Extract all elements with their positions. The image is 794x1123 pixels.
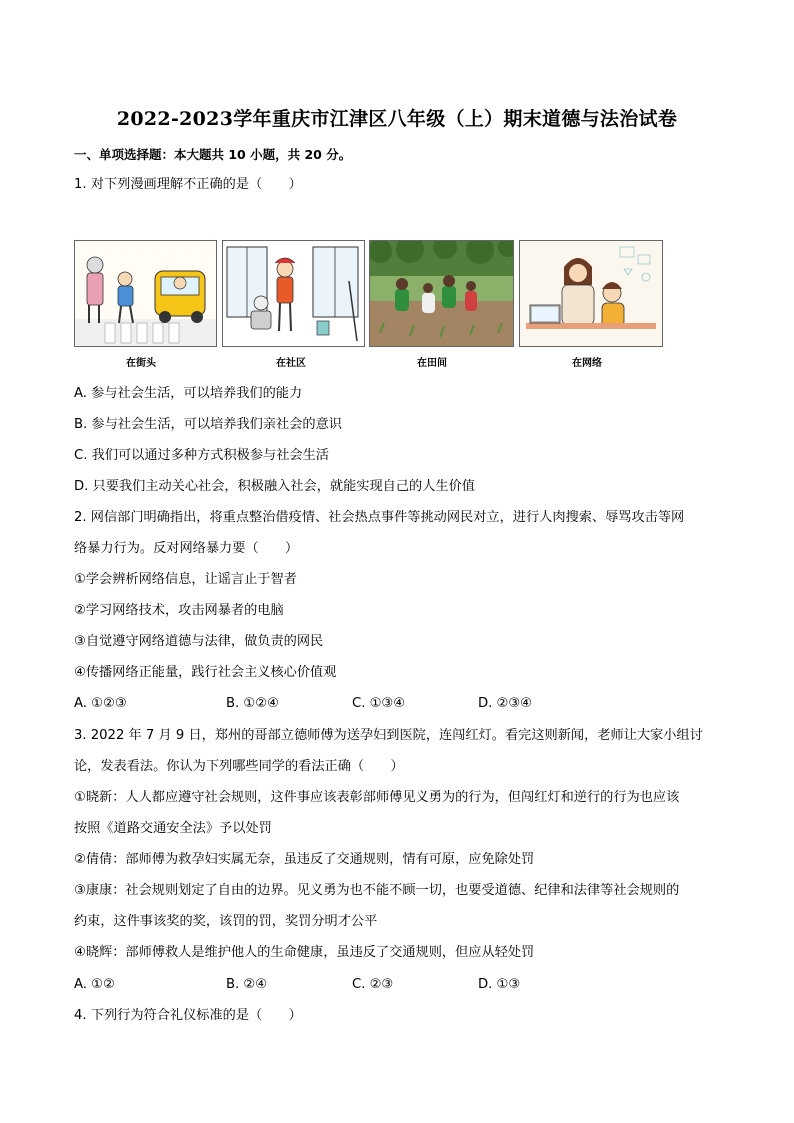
q2-stem-line2: 络暴力行为。反对网络暴力要（ ）: [74, 541, 299, 556]
caption-field: 在田间: [417, 358, 447, 369]
caption-street: 在街头: [126, 358, 156, 369]
q3-option-b: B. ②④: [226, 977, 268, 992]
q2-item-4: ④传播网络正能量，践行社会主义核心价值观: [74, 665, 337, 680]
caption-community: 在社区: [276, 358, 306, 369]
q1-option-d: D. 只要我们主动关心社会，积极融入社会，就能实现自己的人生价值: [74, 479, 475, 494]
comic-community-image: [222, 240, 365, 347]
comic-online-image: [519, 240, 663, 347]
q3-line-6: ④晓辉：部师傅救人是维护他人的生命健康，虽违反了交通规则，但应从轻处罚: [74, 945, 535, 960]
q2-item-3: ③自觉遵守网络道德与法律，做负责的网民: [74, 634, 324, 649]
q2-option-a: A. ①②③: [74, 696, 127, 711]
q3-line-4: ③康康：社会规则划定了自由的边界。见义勇为也不能不顾一切，也要受道德、纪律和法律等社会规则的: [74, 883, 680, 898]
q3-line-1: ①晓新：人人都应遵守社会规则，这件事应该表彰部师傅见义勇为的行为，但闯红灯和逆行的行为也应该: [74, 790, 680, 805]
q2-item-2: ②学习网络技术，攻击网暴者的电脑: [74, 603, 284, 618]
q3-option-a: A. ①②: [74, 977, 115, 992]
q3-stem-line2: 论，发表看法。你认为下列哪些同学的看法正确（ ）: [74, 759, 404, 774]
q2-option-c: C. ①③④: [352, 696, 406, 711]
section-header: 一、单项选择题：本大题共 10 小题，共 20 分。: [74, 147, 352, 162]
q3-line-5: 约束，这件事该奖的奖，该罚的罚，奖罚分明才公平: [74, 914, 378, 929]
q3-option-c: C. ②③: [352, 977, 394, 992]
q2-option-d: D. ②③④: [478, 696, 533, 711]
q1-stem: 1. 对下列漫画理解不正确的是（ ）: [74, 177, 302, 192]
caption-online: 在网络: [572, 358, 602, 369]
q3-line-3: ②倩倩：部师傅为救孕妇实属无奈，虽违反了交通规则，情有可原，应免除处罚: [74, 852, 535, 867]
comic-street-image: [74, 240, 217, 347]
q3-stem-line1: 3. 2022 年 7 月 9 日，郑州的哥部立德师傅为送孕妇到医院，连闯红灯。看完这则新闻，老师让大家小组讨: [74, 728, 703, 743]
comic-field-image: [369, 240, 514, 347]
exam-title: 2022-2023学年重庆市江津区八年级（上）期末道德与法治试卷: [116, 108, 678, 130]
q1-option-c: C. 我们可以通过多种方式积极参与社会生活: [74, 448, 329, 463]
q1-option-a: A. 参与社会生活，可以培养我们的能力: [74, 386, 303, 401]
q2-stem-line1: 2. 网信部门明确指出，将重点整治借疫情、社会热点事件等挑动网民对立，进行人肉搜索、辱骂攻击等网: [74, 510, 685, 525]
q2-item-1: ①学会辨析网络信息，让谣言止于智者: [74, 572, 297, 587]
q2-option-b: B. ①②④: [226, 696, 279, 711]
q1-option-b: B. 参与社会生活，可以培养我们亲社会的意识: [74, 417, 342, 432]
q3-line-2: 按照《道路交通安全法》予以处罚: [74, 821, 272, 836]
q4-stem: 4. 下列行为符合礼仪标准的是（ ）: [74, 1008, 302, 1023]
q3-option-d: D. ①③: [478, 977, 521, 992]
